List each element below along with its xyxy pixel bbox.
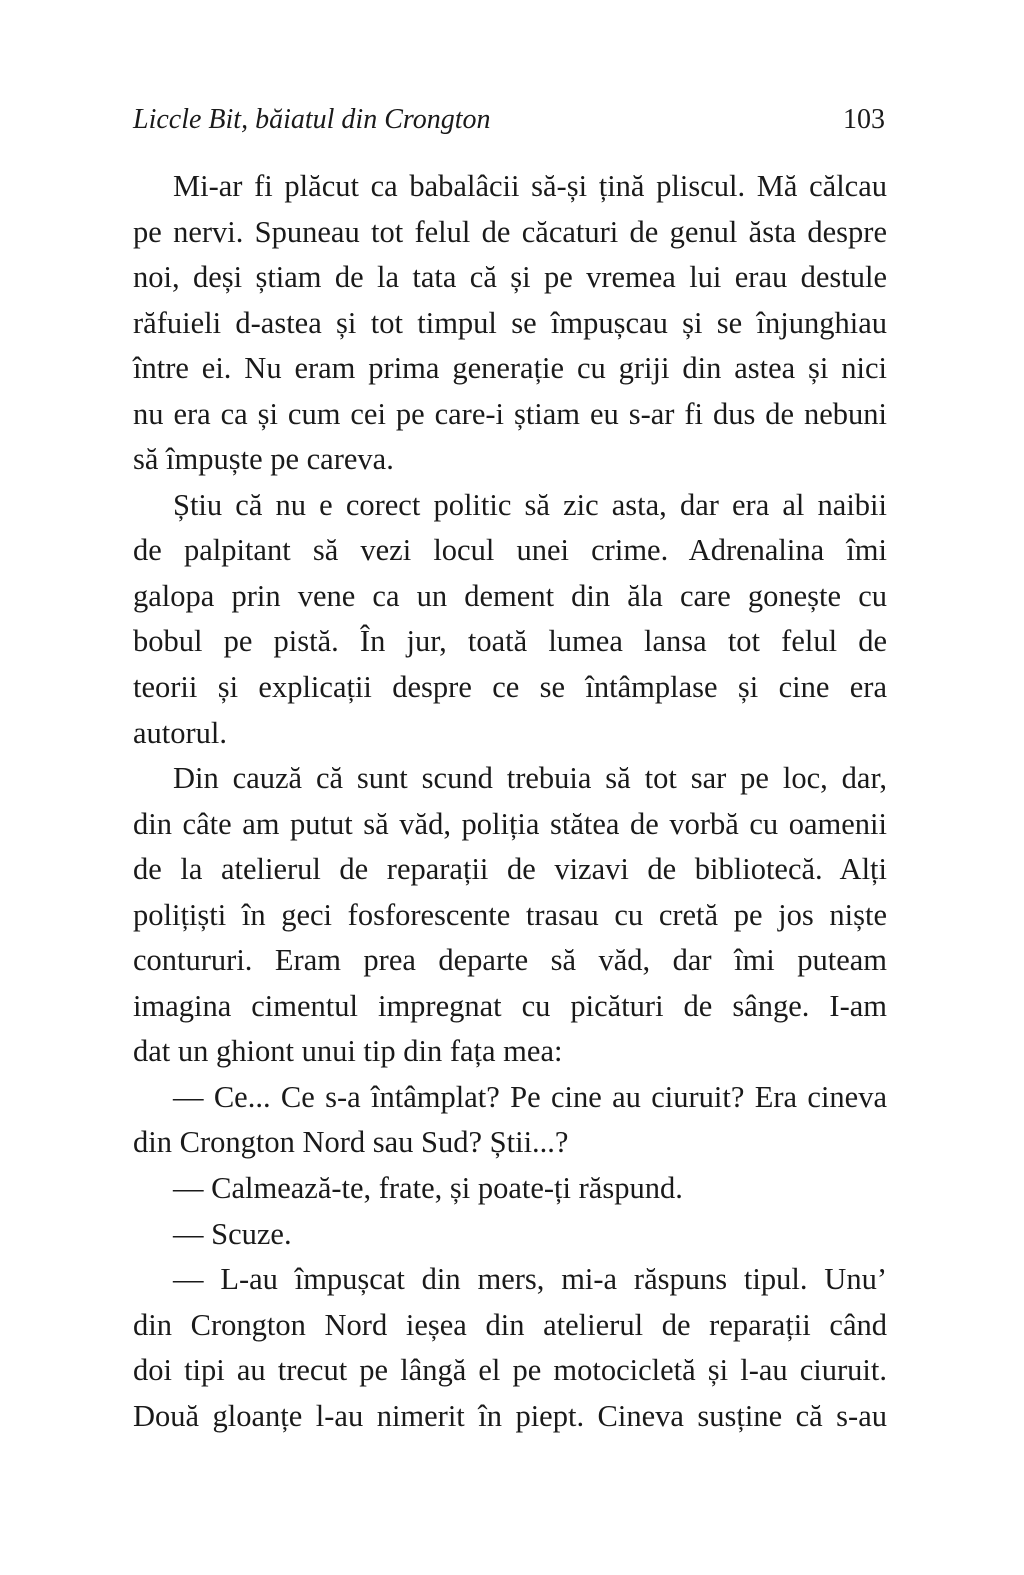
dialogue-line: — L-au împușcat din mers, mi-a răspuns tipul. Unu’ <box>173 1262 887 1297</box>
text-line: Știu că nu e corect politic să zic asta, dar era al naibii <box>173 487 887 522</box>
dialogue-line: — Scuze. <box>173 1216 292 1251</box>
text-line: polițiști în geci fosforescente trasau cu cretă pe jos niște <box>133 897 887 932</box>
text-line: între ei. Nu eram prima generație cu griji din astea și nici <box>133 351 887 386</box>
text-line: galopa prin vene ca un dement din ăla care gonește cu <box>133 578 887 613</box>
dialogue-line: Două gloanțe l-au nimerit în piept. Cineva susține că s-au <box>133 1398 887 1433</box>
dialogue-line: din Crongton Nord ieșea din atelierul de reparații când <box>133 1307 887 1342</box>
text-line: de la atelierul de reparații de vizavi de bibliotecă. Alți <box>133 852 887 887</box>
text-line: răfuieli d-astea și tot timpul se împușcau și se înjunghiau <box>133 305 887 340</box>
text-line: noi, deși știam de la tata că și pe vremea lui erau destule <box>133 260 887 295</box>
text-line: să împuște pe careva. <box>133 442 394 477</box>
dialogue-line: — Ce... Ce s-a întâmplat? Pe cine au ciuruit? Era cineva <box>173 1079 887 1114</box>
page-body <box>133 164 887 1439</box>
text-line: imagina cimentul impregnat cu picături de sânge. I-am <box>133 988 887 1023</box>
text-line: Mi-ar fi plăcut ca babalâcii să-și țină pliscul. Mă călcau <box>173 169 887 203</box>
text-line: contururi. Eram prea departe să văd, dar îmi puteam <box>133 943 887 978</box>
book-title: Liccle Bit, băiatul din Crongton <box>133 104 491 135</box>
text-line: teorii și explicații despre ce se întâmplase și cine era <box>133 670 887 705</box>
text-line: Din cauză că sunt scund trebuia să tot sar pe loc, dar, <box>173 761 887 796</box>
text-line: dat un ghiont unui tip din fața mea: <box>133 1034 563 1069</box>
text-line: nu era ca și cum cei pe care-i știam eu s-ar fi dus de nebuni <box>133 396 887 431</box>
dialogue-line: doi tipi au trecut pe lângă el pe motocicletă și l-au ciuruit. <box>133 1353 887 1388</box>
text-line: de palpitant să vezi locul unei crime. Adrenalina îmi <box>133 533 887 568</box>
dialogue-line: din Crongton Nord sau Sud? Știi...? <box>133 1125 569 1160</box>
text-line: pe nervi. Spuneau tot felul de căcaturi de genul ăsta despre <box>133 214 887 249</box>
running-header <box>133 104 887 144</box>
page-number: 103 <box>843 104 885 135</box>
text-line: bobul pe pistă. În jur, toată lumea lansa tot felul de <box>133 624 887 659</box>
dialogue-line: — Calmează-te, frate, și poate-ți răspund. <box>173 1171 683 1206</box>
text-line: din câte am putut să văd, poliția stătea de vorbă cu oamenii <box>133 806 887 841</box>
text-line: autorul. <box>133 715 228 750</box>
